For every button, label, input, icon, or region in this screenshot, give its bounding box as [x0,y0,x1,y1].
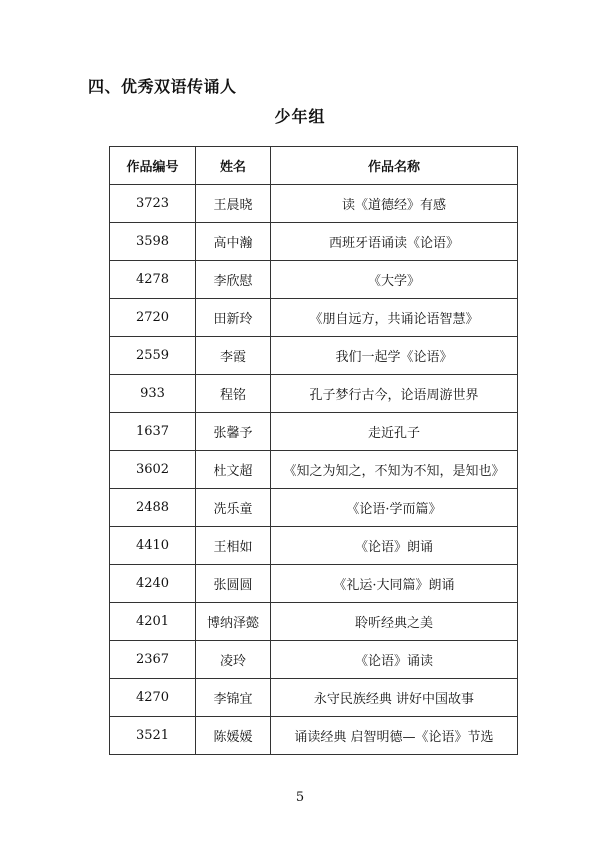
work-title-cell: 《知之为知之，不知为不知，是知也》 [271,451,518,489]
work-title-cell: 《论语·学而篇》 [271,489,518,527]
work-title-cell: 《礼运·大同篇》朗诵 [271,565,518,603]
work-id-cell: 3521 [110,717,196,755]
work-id-cell: 3602 [110,451,196,489]
work-id-cell: 933 [110,375,196,413]
table-row [110,413,518,451]
work-id-cell: 2559 [110,337,196,375]
name-cell: 冼乐童 [196,489,271,527]
work-title-cell: 《大学》 [271,261,518,299]
table-body [110,185,518,755]
work-title-cell: 永守民族经典 讲好中国故事 [271,679,518,717]
group-title: 少年组 [274,107,326,126]
name-cell: 凌玲 [196,641,271,679]
table-row [110,641,518,679]
section-heading: 四、优秀双语传诵人 [88,77,237,96]
page-number: 5 [295,790,305,805]
table-header-row [110,147,518,185]
name-cell: 博纳泽懿 [196,603,271,641]
name-cell: 陈媛媛 [196,717,271,755]
work-title-cell: 《论语》朗诵 [271,527,518,565]
work-title-cell: 我们一起学《论语》 [271,337,518,375]
name-cell: 李锦宜 [196,679,271,717]
name-cell: 张圆圆 [196,565,271,603]
table-row [110,527,518,565]
works-table [109,146,518,755]
work-title-cell: 《论语》诵读 [271,641,518,679]
name-cell: 李欣慰 [196,261,271,299]
work-title-cell: 西班牙语诵读《论语》 [271,223,518,261]
work-title-cell: 孔子梦行古今，论语周游世界 [271,375,518,413]
work-id-cell: 4270 [110,679,196,717]
work-title-cell: 读《道德经》有感 [271,185,518,223]
work-title-cell: 聆听经典之美 [271,603,518,641]
work-id-cell: 3723 [110,185,196,223]
table-row [110,451,518,489]
table-row [110,717,518,755]
table-row [110,299,518,337]
work-id-cell: 3598 [110,223,196,261]
work-id-cell: 4410 [110,527,196,565]
table-row [110,337,518,375]
work-id-cell: 4278 [110,261,196,299]
table-row [110,679,518,717]
table-row [110,489,518,527]
table-row [110,261,518,299]
table-row [110,185,518,223]
name-cell: 李霞 [196,337,271,375]
work-id-cell: 4201 [110,603,196,641]
name-cell: 王晨晓 [196,185,271,223]
table-row [110,565,518,603]
work-title-cell: 走近孔子 [271,413,518,451]
work-id-cell: 2720 [110,299,196,337]
work-title-cell: 诵读经典 启智明德—《论语》节选 [271,717,518,755]
name-cell: 田新玲 [196,299,271,337]
work-id-cell: 2367 [110,641,196,679]
work-id-cell: 2488 [110,489,196,527]
work-id-cell: 1637 [110,413,196,451]
name-cell: 张馨予 [196,413,271,451]
work-id-cell: 4240 [110,565,196,603]
name-cell: 程铭 [196,375,271,413]
header-work-id: 作品编号 [110,147,196,185]
header-name: 姓名 [196,147,271,185]
work-title-cell: 《朋自远方，共诵论语智慧》 [271,299,518,337]
name-cell: 高中瀚 [196,223,271,261]
header-work-title: 作品名称 [271,147,518,185]
name-cell: 王相如 [196,527,271,565]
table-row [110,375,518,413]
table-row [110,223,518,261]
name-cell: 杜文超 [196,451,271,489]
table-row [110,603,518,641]
